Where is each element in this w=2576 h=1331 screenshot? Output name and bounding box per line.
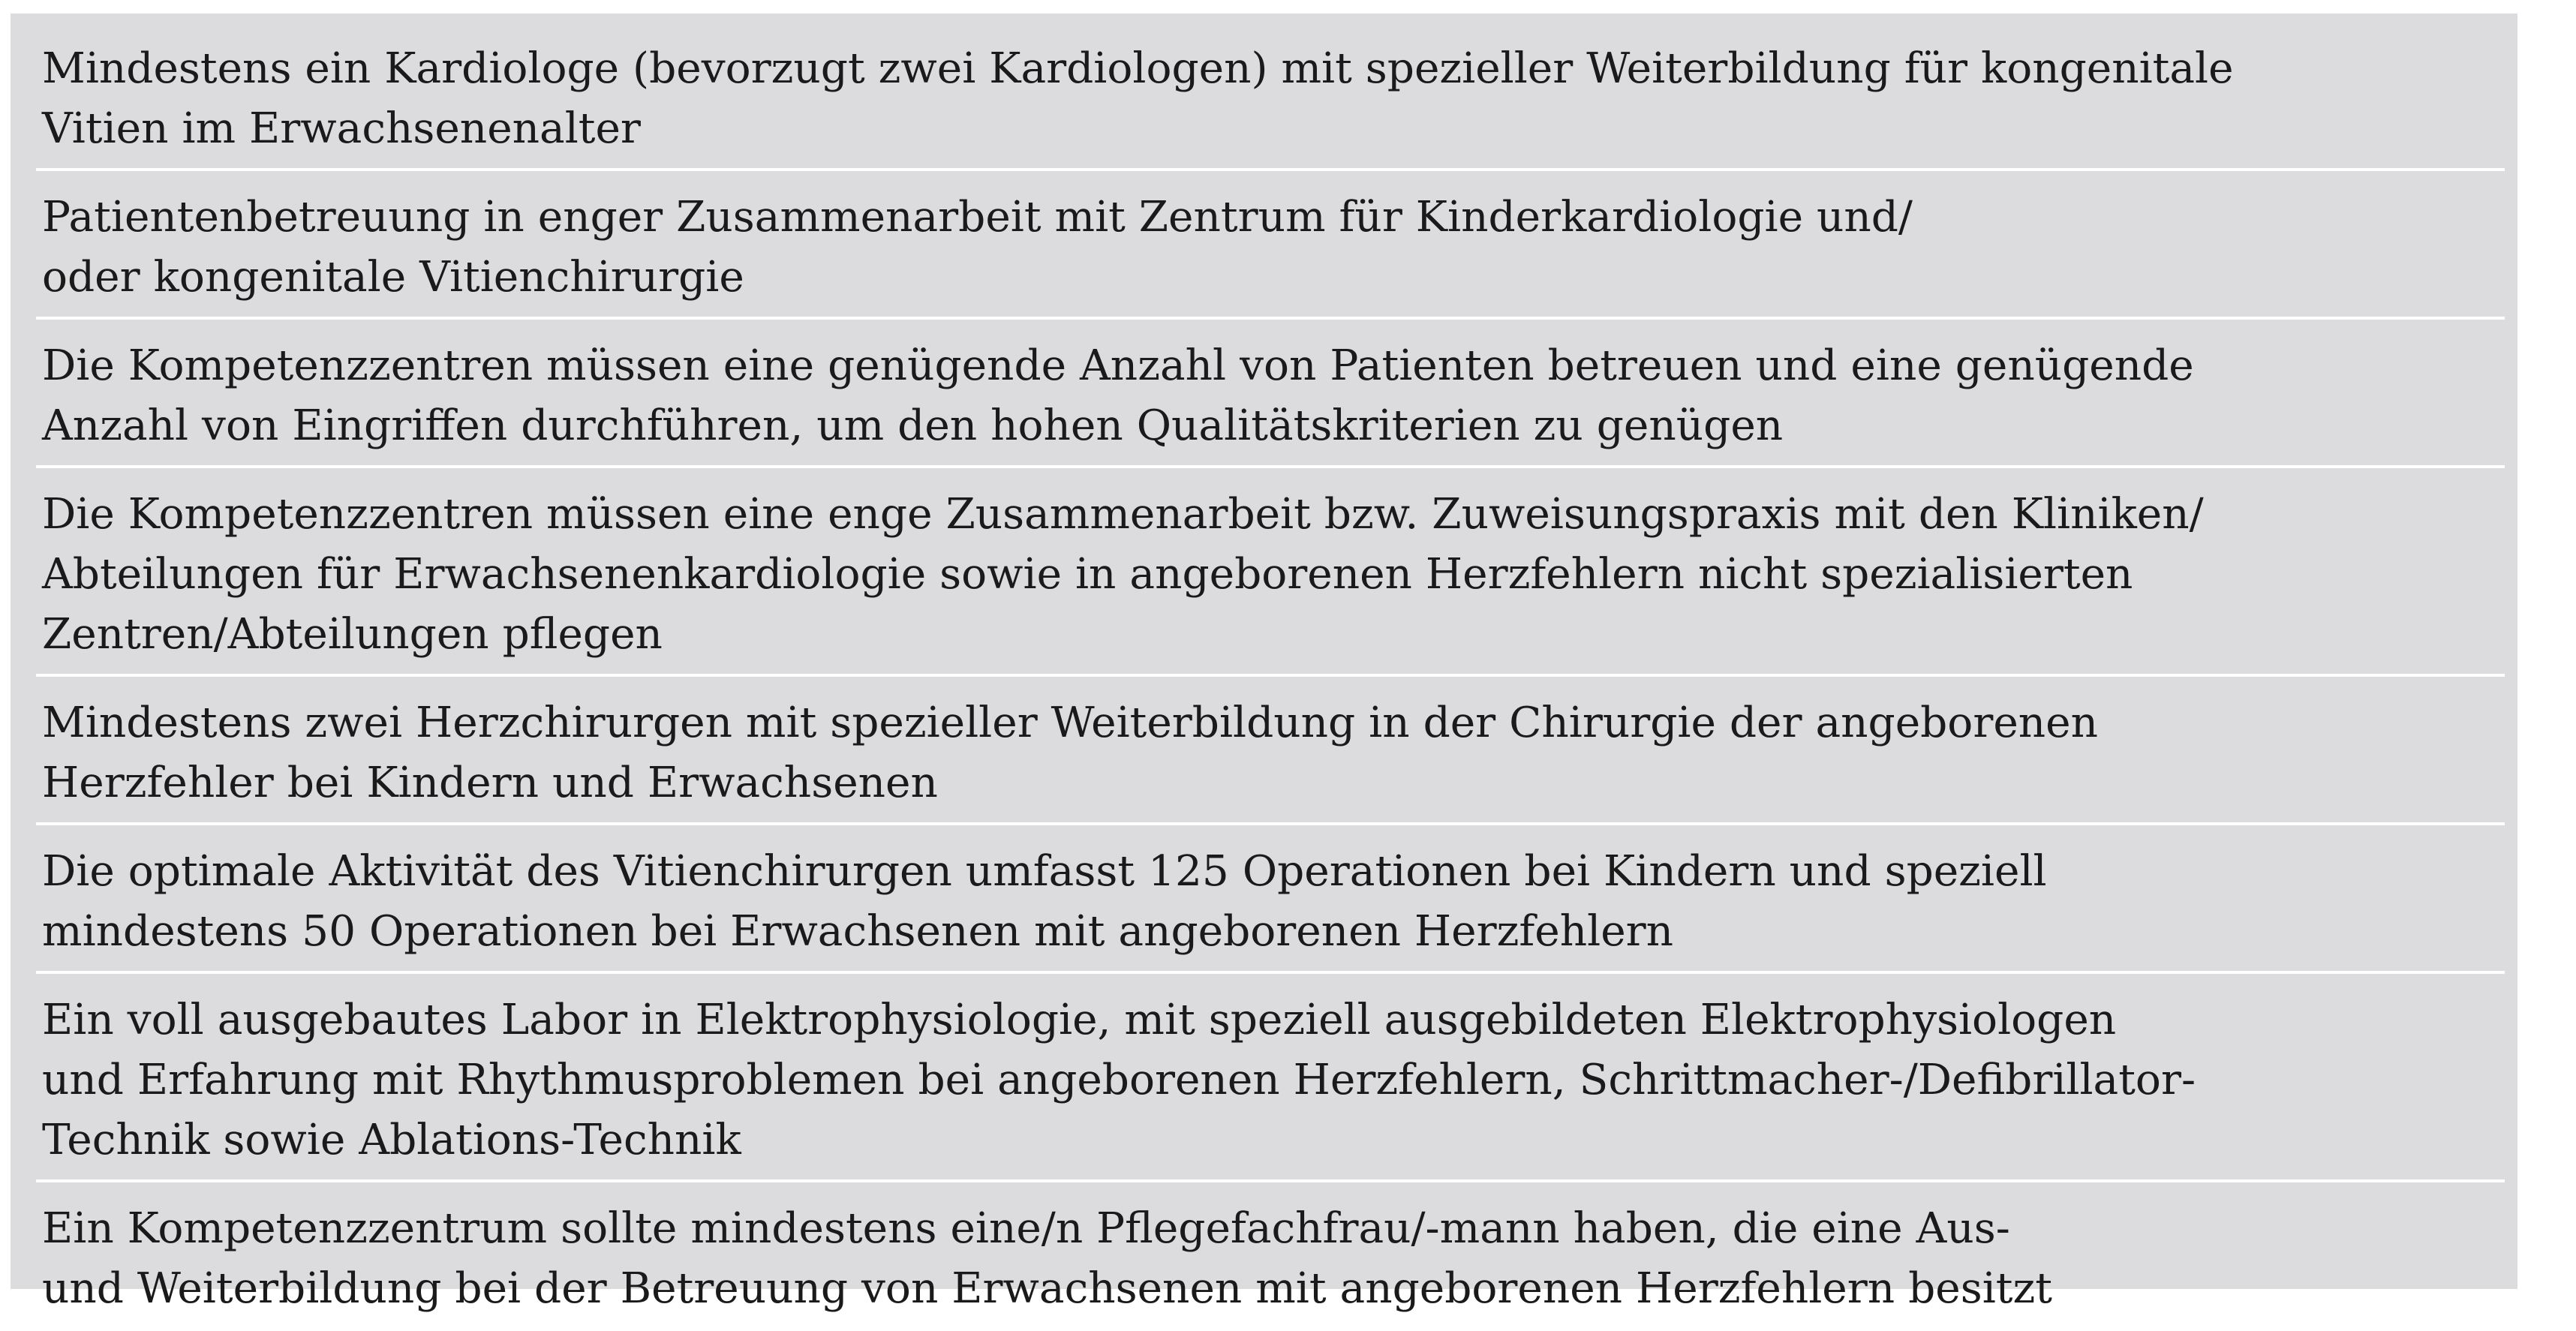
row-text: Die Kompetenzzentren müssen eine genügende Anzahl von Patienten betreuen und eine genügende Anzahl von Eingriffen durchführen, um den hohen Qualitätskriterien zu genügen: [42, 341, 2194, 450]
requirements-table: [11, 14, 2517, 1313]
table-row: [36, 320, 2505, 468]
row-text: Die optimale Aktivität des Vitienchirurgen umfasst 125 Operationen bei Kindern und speziell mindestens 50 Operationen bei Erwachsenen mit angeborenen Herzfehlern: [42, 847, 2047, 956]
row-text: Mindestens ein Kardiologe (bevorzugt zwei Kardiologen) mit spezieller Weiterbildung für kongenitale Vitien im Erwachsenenalter: [42, 44, 2234, 153]
table-row: [36, 23, 2505, 171]
row-text: Patientenbetreuung in enger Zusammenarbeit mit Zentrum für Kinderkardiologie und/ oder kongenitale Vitienchirurgie: [42, 193, 1913, 302]
row-text: Die Kompetenzzentren müssen eine enge Zusammenarbeit bzw. Zuweisungspraxis mit den Kliniken/ Abteilungen für Erwachsenenkardiologie sowie in angeborenen Herzfehlern nicht spezialisierten Zentren/Abteilungen pflegen: [42, 490, 2204, 659]
table-row: [36, 974, 2505, 1182]
table-row: [36, 825, 2505, 974]
table-row: [36, 677, 2505, 825]
row-text: Mindestens zwei Herzchirurgen mit spezieller Weiterbildung in der Chirurgie der angeborenen Herzfehler bei Kindern und Erwachsenen: [42, 699, 2098, 807]
table-row: [36, 171, 2505, 320]
row-text: Ein Kompetenzzentrum sollte mindestens eine/n Pflegefachfrau/-mann haben, die eine Aus- und Weiterbildung bei der Betreuung von Erwachsenen mit angeborenen Herzfehlern besitzt: [42, 1204, 2052, 1313]
table-row: [36, 468, 2505, 677]
table-row: [36, 1182, 2505, 1331]
row-text: Ein voll ausgebautes Labor in Elektrophysiologie, mit speziell ausgebildeten Elektrophysiologen und Erfahrung mit Rhythmusproblemen bei angeborenen Herzfehlern, Schrittmacher-/Defibrillator- Technik sowie Ablations-Technik: [42, 996, 2196, 1164]
requirements-list: [36, 23, 2505, 1331]
